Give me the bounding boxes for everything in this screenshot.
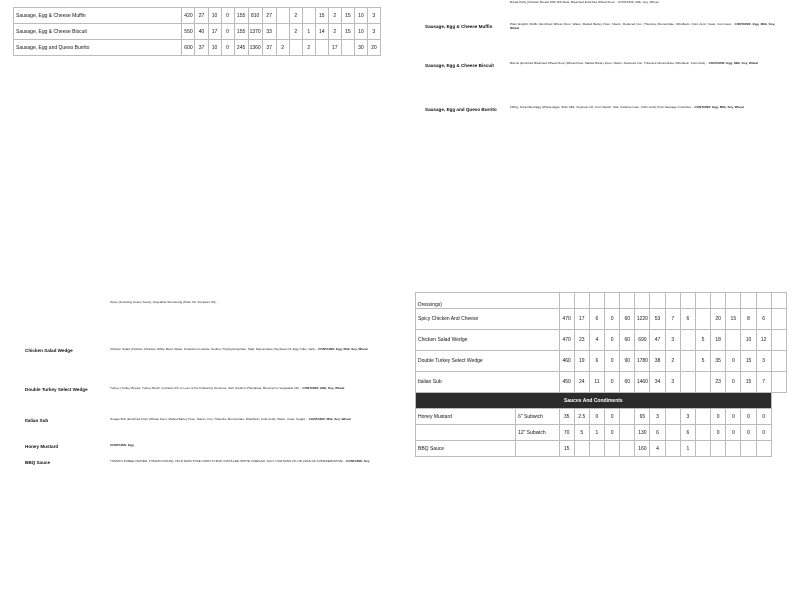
ingredient-item-name: BBQ Sauce <box>25 460 51 465</box>
table-row <box>416 309 787 330</box>
table-cell: 2.5 <box>574 409 589 425</box>
table-cell: 450 <box>559 372 574 393</box>
row-name: Sausage, Egg and Queso Burrito <box>14 40 182 56</box>
contains-allergens: CONTAINS: Milk, Soy, Wheat <box>302 386 345 390</box>
table-cell: 90 <box>620 351 635 372</box>
contains-allergens: CONTAINS: Egg, Milk, Soy, Wheat <box>708 61 759 65</box>
table-cell: 810 <box>248 8 262 24</box>
table-cell: 1370 <box>248 24 262 40</box>
table-cell: 6 <box>756 309 771 330</box>
table-row <box>416 330 787 351</box>
table-cell: 460 <box>559 351 574 372</box>
table-cell: 5 <box>695 351 710 372</box>
table-cell: 0 <box>756 425 771 441</box>
table-row <box>416 425 787 441</box>
table-cell: 5 <box>574 425 589 441</box>
table-cell: 0 <box>726 351 741 372</box>
table-cell: 2 <box>302 40 315 56</box>
table-cell: 17 <box>208 24 221 40</box>
table-cell <box>771 309 786 330</box>
ingredient-text-body: Turkey (Turkey Breast, Turkey Broth, Contains 2% or Less of the Following: Dextrose, Salt, Sodium Phosphate, Browned in Vegetable Oil)... <box>110 386 302 390</box>
ingredient-text-body: Biscuit (Enriched Bleached Wheat Flour (Wheat Flour, Malted Barley Flour, Niacin, Reduced Iron, Thiamine Mononitrate, Riboflavin, Folic Acid)... <box>510 61 708 65</box>
table-cell: 12 <box>756 330 771 351</box>
table-cell <box>665 409 680 425</box>
table-cell: 4 <box>650 441 665 457</box>
table-cell <box>756 441 771 457</box>
table-cell: 0 <box>221 40 234 56</box>
table-row <box>416 441 787 457</box>
table-cell: 0 <box>726 425 741 441</box>
ingredient-text-body: Hoagie Bun (Enriched Flour (Wheat Flour, Malted Barley Flour, Niacin, Iron, Thiamine Mononitrate, Riboflavin, Folic Acid), Water, Yeast, Sugar)... <box>110 417 308 421</box>
table-cell: 600 <box>182 40 195 56</box>
table-cell: 17 <box>574 309 589 330</box>
table-cell: 23 <box>711 372 726 393</box>
row-name: Italian Sub <box>416 372 560 393</box>
table-row <box>14 40 381 56</box>
table-cell: 15 <box>315 8 328 24</box>
table-cell <box>695 441 710 457</box>
row-size: 12" Subwich <box>516 425 559 441</box>
table-cell: 15 <box>726 309 741 330</box>
table-cell <box>695 372 710 393</box>
table-cell: 0 <box>221 24 234 40</box>
table-cell: 6 <box>680 309 695 330</box>
table-cell <box>620 409 635 425</box>
table-cell: 155 <box>234 8 248 24</box>
table-cell <box>302 8 315 24</box>
table-cell <box>665 425 680 441</box>
table-cell <box>771 330 786 351</box>
ingredient-text-body: Plain English Muffin (Enriched Wheat Flour, Water, Malted Barley Flour, Niacin, Reduced Iron, Thiamine Mononitrate, Riboflavin, Folic Acid, Yeast, Cornmeal... <box>510 22 734 26</box>
table-cell: 53 <box>650 309 665 330</box>
ingredient-text <box>510 61 775 99</box>
table-cell <box>574 441 589 457</box>
contains-allergens: CONTAINS: Egg, Milk, Soy, Wheat <box>510 22 775 31</box>
top-nutrition-table <box>13 7 381 56</box>
row-name: BBQ Sauce <box>416 441 516 457</box>
table-cell: 6 <box>589 351 604 372</box>
ingredient-text <box>110 443 375 451</box>
table-cell <box>589 441 604 457</box>
table-cell: 0 <box>605 309 620 330</box>
table-cell: 1360 <box>248 40 262 56</box>
table-cell <box>711 441 726 457</box>
table-cell <box>665 441 680 457</box>
table-cell: 47 <box>650 330 665 351</box>
table-cell: 60 <box>620 330 635 351</box>
table-cell <box>695 409 710 425</box>
table-cell: 470 <box>559 309 574 330</box>
table-cell: 550 <box>182 24 195 40</box>
table-cell: 60 <box>620 372 635 393</box>
row-name: Honey Mustard <box>416 409 516 425</box>
table-cell: 35 <box>559 409 574 425</box>
bottom-ingredients-panel <box>25 298 375 478</box>
table-cell: 14 <box>315 24 328 40</box>
table-cell: 27 <box>262 8 276 24</box>
table-cell: 37 <box>262 40 276 56</box>
row-size <box>516 441 559 457</box>
table-cell: 0 <box>726 409 741 425</box>
table-cell: 4 <box>589 330 604 351</box>
table-cell: 15 <box>559 441 574 457</box>
table-cell <box>680 372 695 393</box>
ingredient-item-name: Chicken Salad Wedge <box>25 348 73 353</box>
table-cell: 6 <box>650 425 665 441</box>
table-cell: 10 <box>208 8 221 24</box>
table-cell: 0 <box>726 372 741 393</box>
ingredient-text <box>510 22 775 56</box>
table-cell: 0 <box>605 330 620 351</box>
table-cell <box>289 40 302 56</box>
table-cell <box>620 425 635 441</box>
table-cell: 1 <box>589 425 604 441</box>
table-cell: 34 <box>650 372 665 393</box>
table-cell: 1220 <box>635 309 650 330</box>
ingredient-text-top: Bread Patty (Chicken Breast With Rib Meat, Bleached Enriched Wheat Flour... CONTAINS: Milk, Soy, Wheat <box>510 0 659 4</box>
row-size: 6" Subwich <box>516 409 559 425</box>
table-cell: 3 <box>680 409 695 425</box>
section-title: Sauces And Condiments <box>416 393 772 409</box>
table-cell: 0 <box>741 409 756 425</box>
table-cell <box>680 351 695 372</box>
row-name: Sausage, Egg & Cheese Muffin <box>14 8 182 24</box>
table-cell <box>741 441 756 457</box>
table-cell: 19 <box>574 351 589 372</box>
table-cell: 20 <box>367 40 380 56</box>
table-cell: 0 <box>605 425 620 441</box>
contains-allergens: CONTAINS: Egg <box>110 443 134 447</box>
table-cell: 23 <box>574 330 589 351</box>
table-cell: 0 <box>605 372 620 393</box>
table-cell: 1 <box>680 441 695 457</box>
table-cell: 2 <box>276 40 289 56</box>
ingredient-text <box>110 347 375 381</box>
table-cell: 245 <box>234 40 248 56</box>
contains-allergens: CONTAINS: Egg, Milk, Soy, Wheat <box>318 347 368 351</box>
table-cell: 0 <box>605 351 620 372</box>
ingredient-item-name: Sausage, Egg & Cheese Muffin <box>425 24 493 29</box>
table-cell: 3 <box>650 409 665 425</box>
table-cell <box>726 441 741 457</box>
table-cell: 690 <box>635 330 650 351</box>
table-row <box>416 409 787 425</box>
table-row <box>14 24 381 40</box>
table-cell: 0 <box>711 425 726 441</box>
table-cell: 18 <box>711 330 726 351</box>
ingredient-item-name: Sausage, Egg & Cheese Biscuit <box>425 63 494 68</box>
top-nutrition-panel <box>13 7 381 56</box>
table-cell: 130 <box>635 425 650 441</box>
row-name: Sausage, Egg & Cheese Biscuit <box>14 24 182 40</box>
table-cell: 35 <box>711 351 726 372</box>
ingredient-text-top: Spice (Including Celery Seed), Vegetable Shortening (Palm Oil, Soybean Oil)... <box>110 300 218 304</box>
ingredient-text <box>110 417 375 435</box>
table-cell <box>771 372 786 393</box>
ingredient-item-name: Sausage, Egg and Queso Burrito <box>425 107 497 112</box>
table-cell: 65 <box>635 409 650 425</box>
table-row <box>416 372 787 393</box>
table-cell: 160 <box>635 441 650 457</box>
table-cell: 10 <box>741 330 756 351</box>
table-cell <box>315 40 328 56</box>
ingredient-item-name: Double Turkey Select Wedge <box>25 387 88 392</box>
table-cell: 3 <box>367 8 380 24</box>
table-cell: 38 <box>650 351 665 372</box>
row-name: Chicken Salad Wedge <box>416 330 560 351</box>
ingredient-item-name: Honey Mustard <box>25 444 59 449</box>
table-cell: 1 <box>302 24 315 40</box>
table-cell: 3 <box>367 24 380 40</box>
contains-allergens: CONTAINS: Egg, Milk, Soy, Wheat <box>694 105 744 109</box>
table-row <box>416 293 787 309</box>
row-name: Dressings) <box>416 293 560 309</box>
table-cell: 10 <box>208 40 221 56</box>
table-cell: 37 <box>195 40 208 56</box>
table-cell <box>276 24 289 40</box>
table-cell: 7 <box>665 309 680 330</box>
section-header <box>416 393 787 409</box>
table-cell <box>695 309 710 330</box>
table-cell: 2 <box>328 24 341 40</box>
table-cell: 155 <box>234 24 248 40</box>
table-cell: 15 <box>341 8 354 24</box>
table-cell: 20 <box>711 309 726 330</box>
table-cell: 1460 <box>635 372 650 393</box>
table-cell <box>620 441 635 457</box>
table-cell: 6 <box>680 425 695 441</box>
table-cell: 6 <box>589 309 604 330</box>
table-cell: 0 <box>711 409 726 425</box>
row-name: Spicy Chicken And Cheese <box>416 309 560 330</box>
table-cell: 0 <box>605 409 620 425</box>
table-cell: 60 <box>620 309 635 330</box>
table-cell: 3 <box>756 351 771 372</box>
table-cell: 33 <box>262 24 276 40</box>
ingredient-text-body: Chicken Salad (Chicken (Chicken White Meat, Water, Potassium Lactate, Sodium Tripolyphosphate, Salt), Mayonnaise (Soybean Oil, Egg Yolks, Salt)... <box>110 347 318 351</box>
ingredient-text <box>110 459 375 475</box>
table-cell: 2 <box>289 8 302 24</box>
table-row <box>416 351 787 372</box>
ingredient-text-body: Filling: Scrambled Egg (Whole Eggs, Skim Milk, Soybean Oil, Corn Starch, Salt, Xanthan Gum, Citric Acid), Pork Sausage Crumbles... <box>510 105 694 109</box>
table-cell: 40 <box>195 24 208 40</box>
table-cell: 0 <box>756 409 771 425</box>
table-cell: 2 <box>328 8 341 24</box>
contains-allergens: CONTAINS: Soy <box>346 459 370 463</box>
table-cell: 470 <box>559 330 574 351</box>
table-cell: 15 <box>741 351 756 372</box>
table-cell: 7 <box>756 372 771 393</box>
table-cell: 24 <box>574 372 589 393</box>
table-cell: 27 <box>195 8 208 24</box>
table-cell: 15 <box>341 24 354 40</box>
table-cell <box>276 8 289 24</box>
table-cell: 2 <box>289 24 302 40</box>
table-cell: 0 <box>221 8 234 24</box>
bottom-nutrition-panel <box>415 292 787 457</box>
ingredient-text <box>110 386 375 408</box>
table-cell: 0 <box>589 409 604 425</box>
table-cell <box>605 441 620 457</box>
top-ingredients-panel <box>425 0 775 180</box>
table-cell: 70 <box>559 425 574 441</box>
table-cell: 0 <box>741 425 756 441</box>
table-cell: 30 <box>354 40 367 56</box>
table-cell: 2 <box>665 351 680 372</box>
contains-allergens: CONTAINS: Milk, Soy, Wheat <box>308 417 351 421</box>
table-cell: 17 <box>328 40 341 56</box>
table-cell: 5 <box>695 330 710 351</box>
table-cell: 11 <box>589 372 604 393</box>
table-cell: 8 <box>741 309 756 330</box>
ingredient-text-body: TOMATO PUREE (WATER, TOMATO PASTE), HIGH FRUCTOSE CORN SYRUP, DISTILLED WHITE VINEGAR, SALT, CONTAINS 2% OR LESS OF A PRESERVATIVE... <box>110 459 346 463</box>
table-cell: 3 <box>665 330 680 351</box>
table-cell <box>771 351 786 372</box>
table-cell <box>726 330 741 351</box>
row-name <box>416 425 516 441</box>
table-row <box>14 8 381 24</box>
table-cell <box>341 40 354 56</box>
row-name: Double Turkey Select Wedge <box>416 351 560 372</box>
table-cell: 1780 <box>635 351 650 372</box>
table-cell: 15 <box>741 372 756 393</box>
ingredient-text <box>510 105 775 167</box>
table-cell: 10 <box>354 8 367 24</box>
table-cell: 10 <box>354 24 367 40</box>
table-cell: 3 <box>665 372 680 393</box>
bottom-nutrition-table <box>415 292 787 457</box>
table-cell: 420 <box>182 8 195 24</box>
table-cell <box>695 425 710 441</box>
table-cell <box>680 330 695 351</box>
ingredient-item-name: Italian Sub <box>25 418 49 423</box>
